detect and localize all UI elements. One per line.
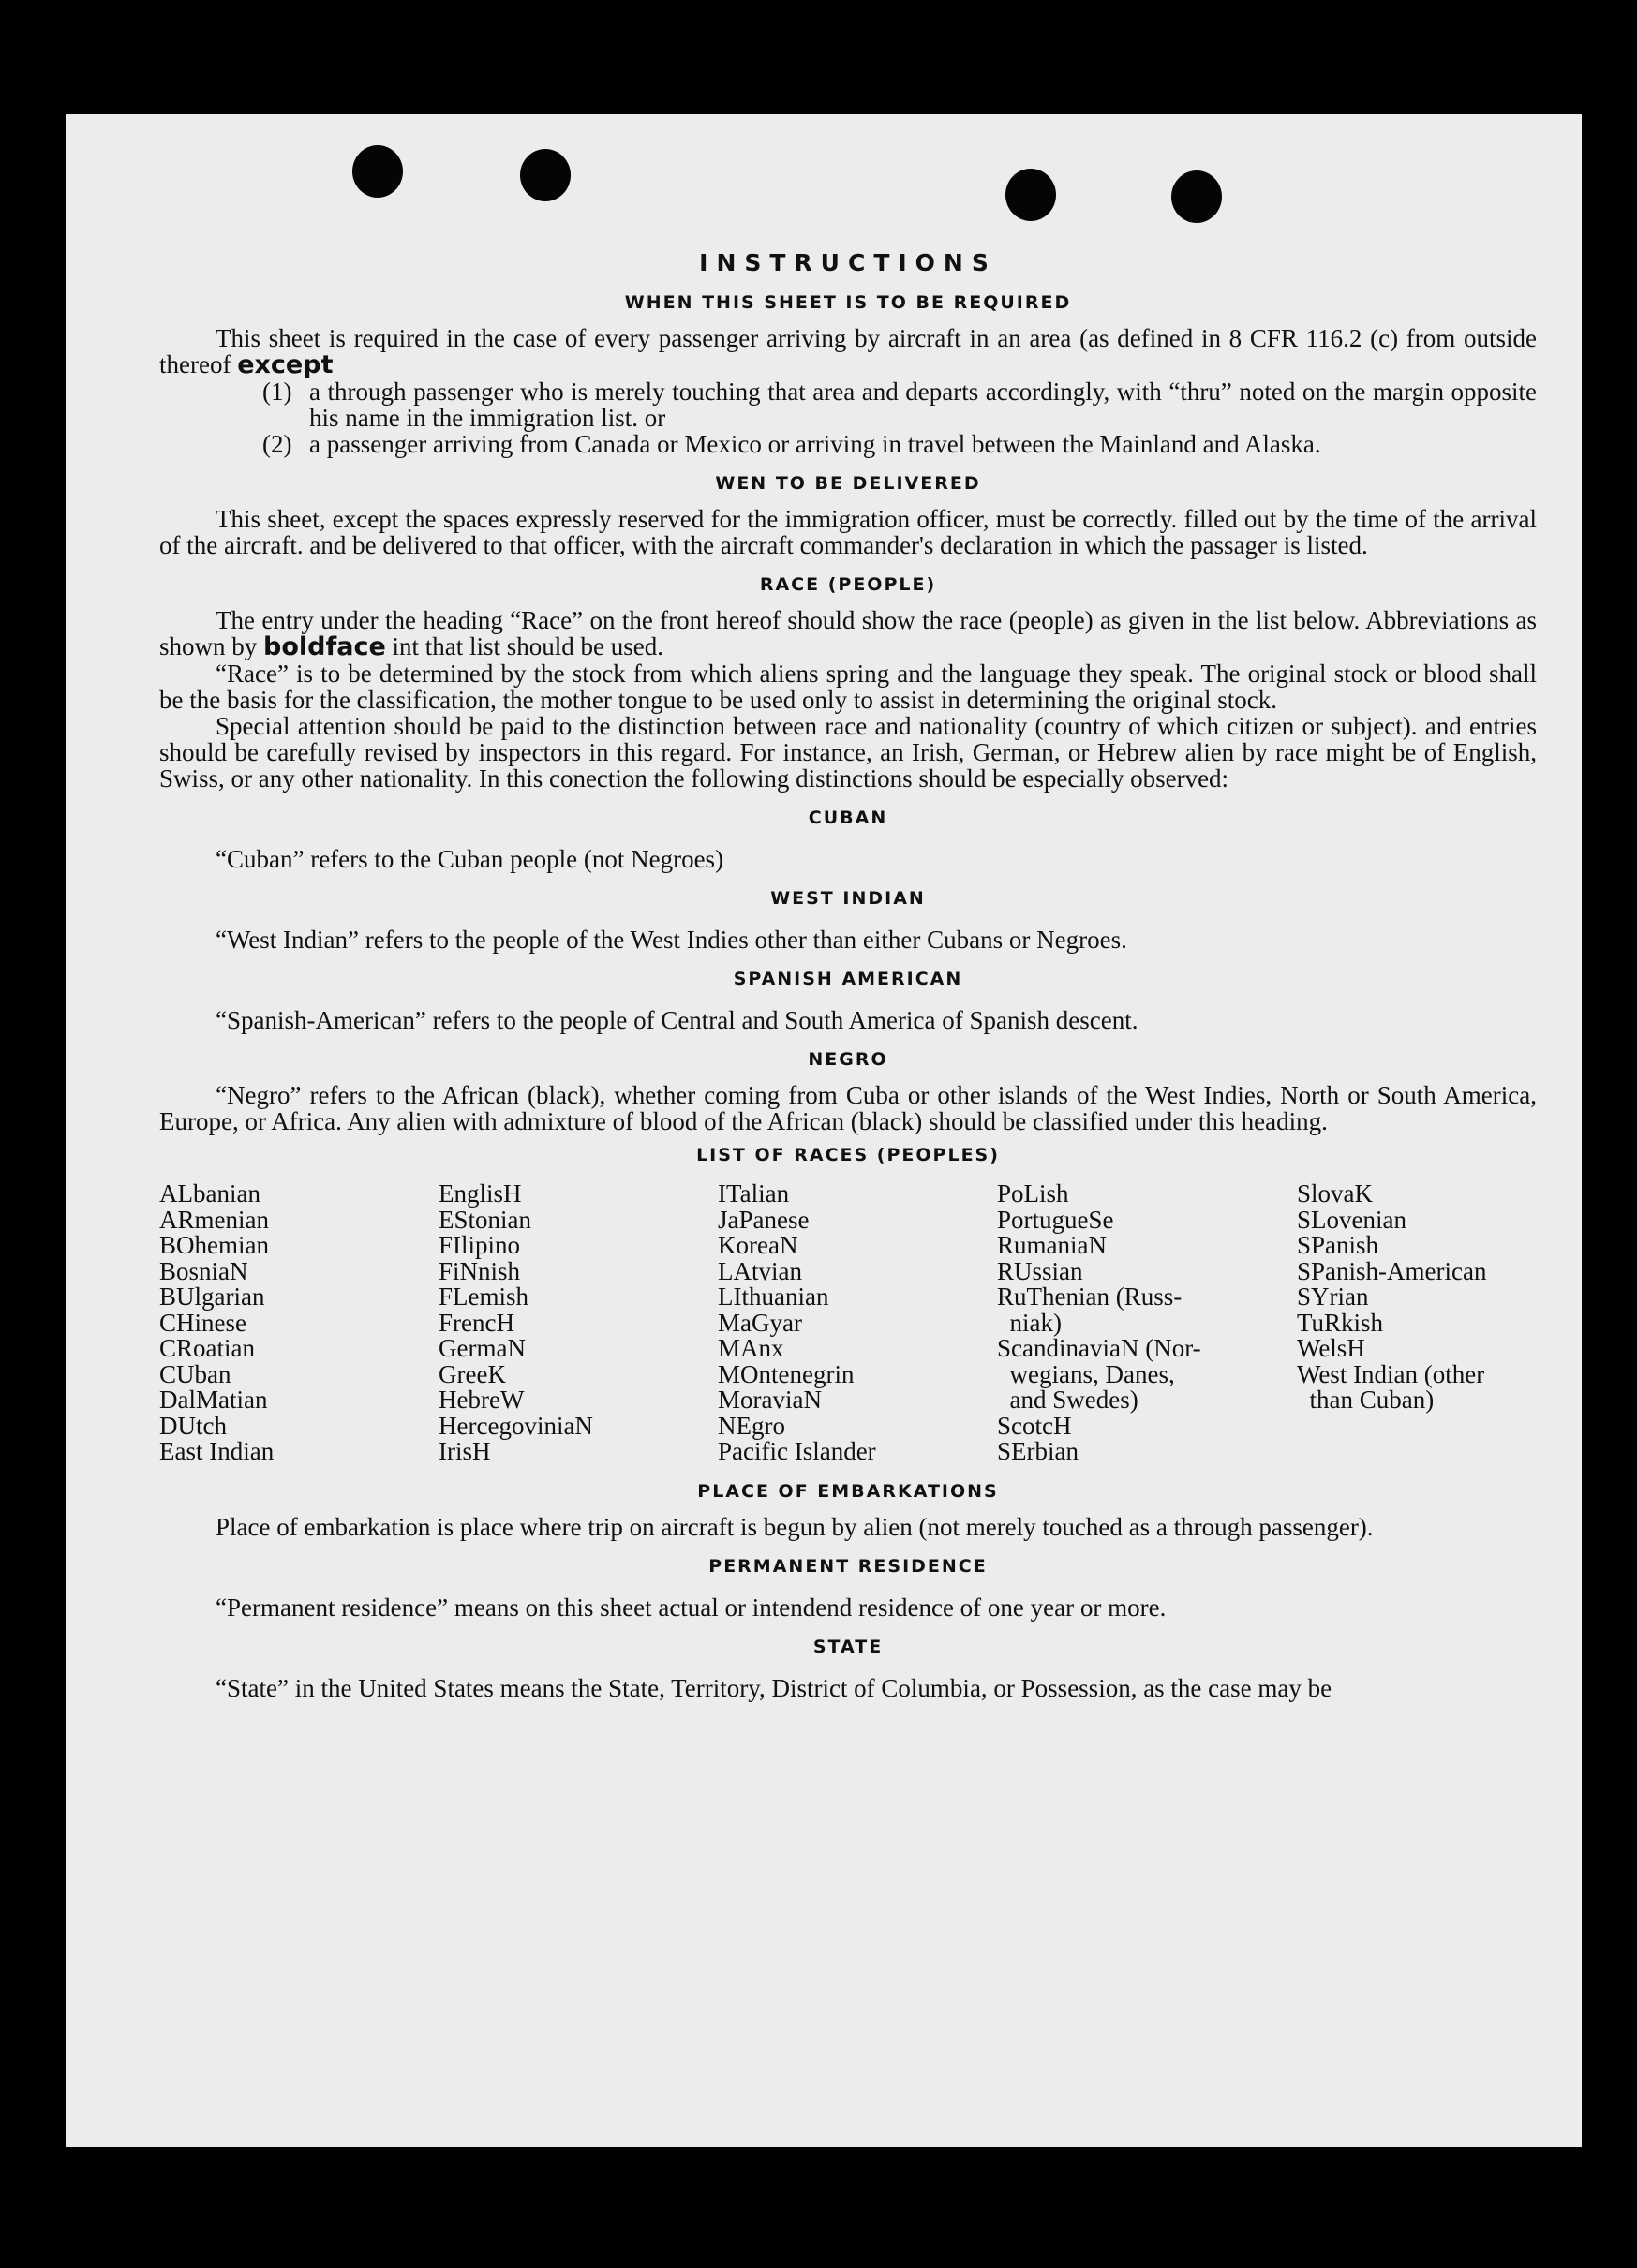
- list-item: (2) a passenger arriving from Canada or Mexico or arriving in travel between the Mainland and Alaska.: [262, 430, 1321, 458]
- race-entry: MoraviaN: [718, 1386, 822, 1414]
- cuban-text: “Cuban” refers to the Cuban people (not Negroes): [216, 845, 724, 873]
- race-entry: MOntenegrin: [718, 1359, 855, 1388]
- race-entry: ScandinaviaN (Nor-: [997, 1334, 1201, 1362]
- except-bold: except: [237, 350, 334, 379]
- race-entry: ALbanian: [159, 1179, 260, 1208]
- section-heading-state: STATE: [812, 1636, 884, 1657]
- race-entry: BUlgarian: [159, 1282, 265, 1311]
- races-column: [718, 1181, 997, 1465]
- race-entry: GermaN: [439, 1334, 526, 1362]
- west-indian-text: “West Indian” refers to the people of the West Indies other than either Cubans or Negroes.: [216, 926, 1127, 954]
- race-entry: CRoatian: [159, 1334, 255, 1362]
- section-heading-cuban: CUBAN: [808, 808, 888, 828]
- race-entry: FrencH: [439, 1308, 514, 1337]
- race-paragraph-2: “Race” is to be determined by the stock from which aliens spring and the language they speak. The original stock or blood shall be the basis for the classification, the mother tongue to be used only to assist in determining the original stock.: [159, 660, 1537, 714]
- punch-hole: [352, 145, 403, 198]
- race-entry: WelsH: [1297, 1334, 1365, 1362]
- race-entry: EStonian: [439, 1205, 531, 1234]
- race-entry: RUssian: [997, 1256, 1083, 1285]
- race-entry: SPanish: [1297, 1231, 1379, 1259]
- race-entry: FIlipino: [439, 1231, 521, 1259]
- race-entry: IrisH: [439, 1437, 491, 1465]
- race-entry: ITalian: [718, 1179, 790, 1208]
- races-column: [1297, 1181, 1531, 1465]
- boldface-bold: boldface: [263, 632, 386, 661]
- race-entry: RumaniaN: [997, 1231, 1107, 1259]
- punch-hole: [1171, 170, 1222, 223]
- section-heading-races: LIST OF RACES (PEOPLES): [696, 1145, 1000, 1165]
- race-entry: NEgro: [718, 1411, 785, 1440]
- race-entry: HebreW: [439, 1386, 525, 1414]
- race-entry: MaGyar: [718, 1308, 802, 1337]
- race-entry: LAtvian: [718, 1256, 802, 1285]
- section-heading-required: WHEN THIS SHEET IS TO BE REQUIRED: [624, 292, 1072, 313]
- race-entry: and Swedes): [997, 1386, 1138, 1414]
- race-entry: EnglisH: [439, 1179, 522, 1208]
- section-heading-west-indian: WEST INDIAN: [770, 888, 926, 909]
- race-entry: CHinese: [159, 1308, 246, 1337]
- race-entry: HercegoviniaN: [439, 1411, 593, 1440]
- race-entry: ScotcH: [997, 1411, 1072, 1440]
- race-entry: JaPanese: [718, 1205, 810, 1234]
- race-entry: SLovenian: [1297, 1205, 1406, 1234]
- residence-text: “Permanent residence” means on this sheet actual or intendend residence of one year or more.: [216, 1593, 1167, 1622]
- race-entry: SYrian: [1297, 1282, 1369, 1311]
- race-entry: MAnx: [718, 1334, 784, 1362]
- race-entry: SErbian: [997, 1437, 1079, 1465]
- instructions-content: [159, 250, 1537, 1701]
- race-entry: wegians, Danes,: [997, 1359, 1175, 1388]
- race-entry: RuThenian (Russ-: [997, 1282, 1183, 1311]
- race-entry: CUban: [159, 1359, 231, 1388]
- race-entry: ARmenian: [159, 1205, 269, 1234]
- race-entry: West Indian (other: [1297, 1359, 1485, 1388]
- race-entry: LIthuanian: [718, 1282, 829, 1311]
- race-entry: BOhemian: [159, 1231, 269, 1259]
- race-entry: SPanish-American: [1297, 1256, 1487, 1285]
- state-text: “State” in the United States means the State, Territory, District of Columbia, or Possession, as the case may be: [216, 1673, 1332, 1702]
- race-entry: DUtch: [159, 1411, 227, 1440]
- race-entry: BosniaN: [159, 1256, 248, 1285]
- race-paragraph-1: The entry under the heading “Race” on the front hereof should show the race (people) as given in the list below. Abbreviations as shown by boldface int that list should be used.: [159, 606, 1537, 661]
- negro-text: “Negro” refers to the African (black), whether coming from Cuba or other islands of the West Indies, North or South America, Europe, or Africa. Any alien with admixture of blood of the African (black) should be classified under this heading.: [159, 1081, 1537, 1135]
- races-table: [159, 1181, 1537, 1465]
- embarkation-text: Place of embarkation is place where trip on aircraft is begun by alien (not merely touched as a through passenger).: [216, 1512, 1374, 1541]
- delivered-text: This sheet, except the spaces expressly reserved for the immigration officer, must be correctly. filled out by the time of the arrival of the aircraft. and be delivered to that officer, with the aircraft commander's declaration in which the passager is listed.: [159, 505, 1537, 559]
- section-heading-embarkation: PLACE OF EMBARKATIONS: [697, 1480, 999, 1502]
- race-entry: SlovaK: [1297, 1179, 1373, 1208]
- punch-hole: [1005, 169, 1056, 221]
- document-sheet: [66, 114, 1582, 2147]
- section-heading-residence: PERMANENT RESIDENCE: [708, 1555, 988, 1577]
- race-entry: niak): [997, 1308, 1062, 1337]
- race-entry: than Cuban): [1297, 1386, 1435, 1414]
- section-heading-race: RACE (PEOPLE): [759, 574, 937, 595]
- race-entry: PortugueSe: [997, 1205, 1114, 1234]
- exception-list: [262, 378, 1537, 457]
- section-heading-delivered: WEN TO BE DELIVERED: [715, 473, 981, 494]
- section-heading-spanish-american: SPANISH AMERICAN: [733, 969, 963, 989]
- section-heading-negro: NEGRO: [808, 1049, 888, 1070]
- race-entry: PoLish: [997, 1179, 1069, 1208]
- race-entry: FLemish: [439, 1282, 529, 1311]
- race-entry: East Indian: [159, 1437, 275, 1465]
- race-entry: GreeK: [439, 1359, 506, 1388]
- race-entry: DalMatian: [159, 1386, 268, 1414]
- races-column: [159, 1181, 439, 1465]
- races-column: [997, 1181, 1297, 1465]
- race-paragraph-3: Special attention should be paid to the distinction between race and nationality (country of which citizen or subject). and entries should be carefully revised by inspectors in this regard. For instance, an Irish, German, or Hebrew alien by race might be of English, Swiss, or any other nationality. In this conection the following distinctions should be especially observed:: [159, 712, 1537, 793]
- punch-hole: [520, 149, 571, 201]
- required-intro: This sheet is required in the case of every passenger arriving by aircraft in an area (as defined in 8 CFR 116.2 (c) from outside thereof except: [159, 324, 1537, 379]
- list-item: (1) a through passenger who is merely touching that area and departs accordingly, with “thru” noted on the margin opposite his name in the immigration list. or: [262, 378, 1537, 432]
- spanish-american-text: “Spanish-American” refers to the people of Central and South America of Spanish descent.: [216, 1006, 1138, 1034]
- race-entry: Pacific Islander: [718, 1437, 876, 1465]
- race-entry: FiNnish: [439, 1256, 521, 1285]
- race-entry: KoreaN: [718, 1231, 798, 1259]
- races-column: [439, 1181, 718, 1465]
- race-entry: TuRkish: [1297, 1308, 1384, 1337]
- page-title: INSTRUCTIONS: [699, 249, 997, 276]
